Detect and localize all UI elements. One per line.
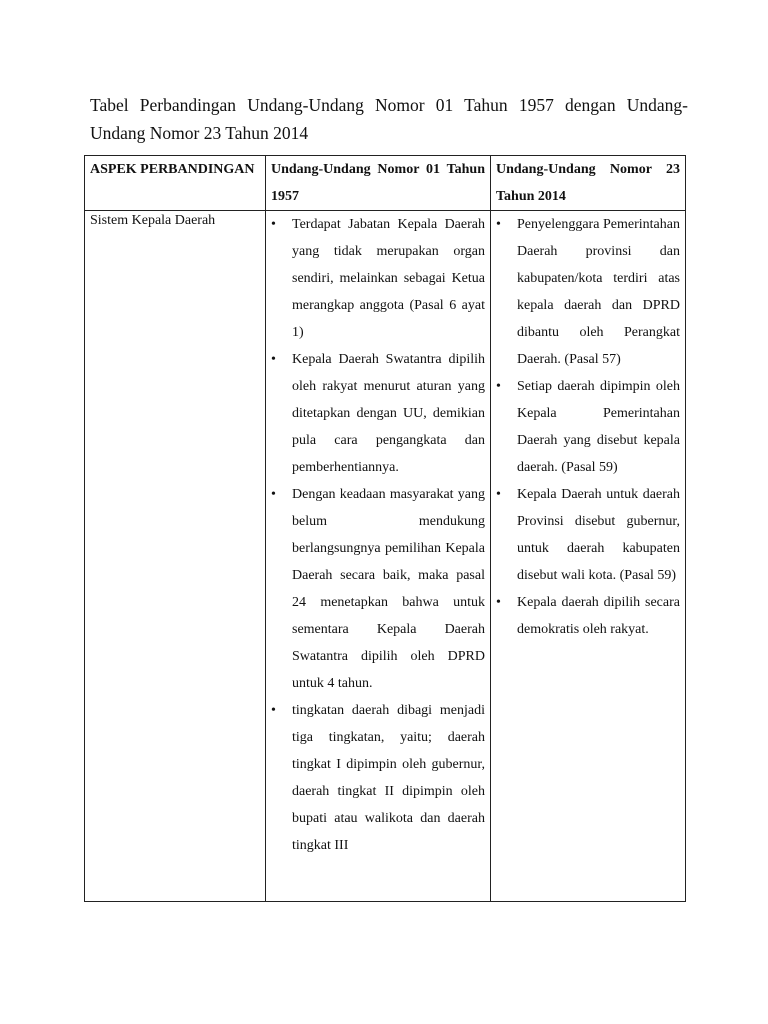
list-item: • Kepala daerah dipilih secara demokratis oleh rakyat. <box>496 589 680 643</box>
bullet-icon: • <box>496 217 501 232</box>
list-item: • tingkatan daerah dibagi menjadi tiga tingkatan, yaitu; daerah tingkat I dipimpin oleh gubernur, daerah tingkat II dipimpin oleh bupati atau walikota dan daerah tingkat III <box>271 697 485 859</box>
list-item: • Setiap daerah dipimpin oleh Kepala Pemerintahan Daerah yang disebut kepala daerah. (Pasal 59) <box>496 373 680 481</box>
comparison-table <box>84 155 686 902</box>
aspect-label: Sistem Kepala Daerah <box>90 213 216 228</box>
law-2014-list <box>496 211 680 643</box>
table-header-row <box>85 156 686 211</box>
bullet-icon: • <box>271 703 276 718</box>
bullet-icon: • <box>271 487 276 502</box>
bullet-icon: • <box>496 595 501 610</box>
bullet-icon: • <box>496 379 501 394</box>
cell-law-2014 <box>491 211 686 902</box>
header-aspect: ASPEK PERBANDINGAN <box>85 156 266 211</box>
list-item: • Kepala Daerah untuk daerah Provinsi disebut gubernur, untuk daerah kabupaten disebut wali kota. (Pasal 59) <box>496 481 680 589</box>
cell-law-1957 <box>266 211 491 902</box>
list-item: • Kepala Daerah Swatantra dipilih oleh rakyat menurut aturan yang ditetapkan dengan UU, demikian pula cara pengangkata dan pemberhentiannya. <box>271 346 485 481</box>
table-row <box>85 211 686 902</box>
list-item: • Terdapat Jabatan Kepala Daerah yang tidak merupakan organ sendiri, melainkan sebagai Ketua merangkap anggota (Pasal 6 ayat 1) <box>271 211 485 346</box>
header-law-2014: Undang-Undang Nomor 23 Tahun 2014 <box>491 156 686 211</box>
bullet-icon: • <box>271 217 276 232</box>
bullet-icon: • <box>496 487 501 502</box>
bullet-icon: • <box>271 352 276 367</box>
list-item: • Penyelenggara Pemerintahan Daerah provinsi dan kabupaten/kota terdiri atas kepala daerah dan DPRD dibantu oleh Perangkat Daerah. (Pasal 57) <box>496 211 680 373</box>
law-1957-list <box>271 211 485 859</box>
list-item: • Dengan keadaan masyarakat yang belum mendukung berlangsungnya pemilihan Kepala Daerah secara baik, maka pasal 24 menetapkan bahwa untuk sementara Kepala Daerah Swatantra dipilih oleh DPRD untuk 4 tahun. <box>271 481 485 697</box>
document-title: Tabel Perbandingan Undang-Undang Nomor 01 Tahun 1957 dengan Undang-Undang Nomor 23 Tahun 2014 <box>90 95 688 143</box>
cell-aspect <box>85 211 266 902</box>
header-law-1957: Undang-Undang Nomor 01 Tahun 1957 <box>266 156 491 211</box>
